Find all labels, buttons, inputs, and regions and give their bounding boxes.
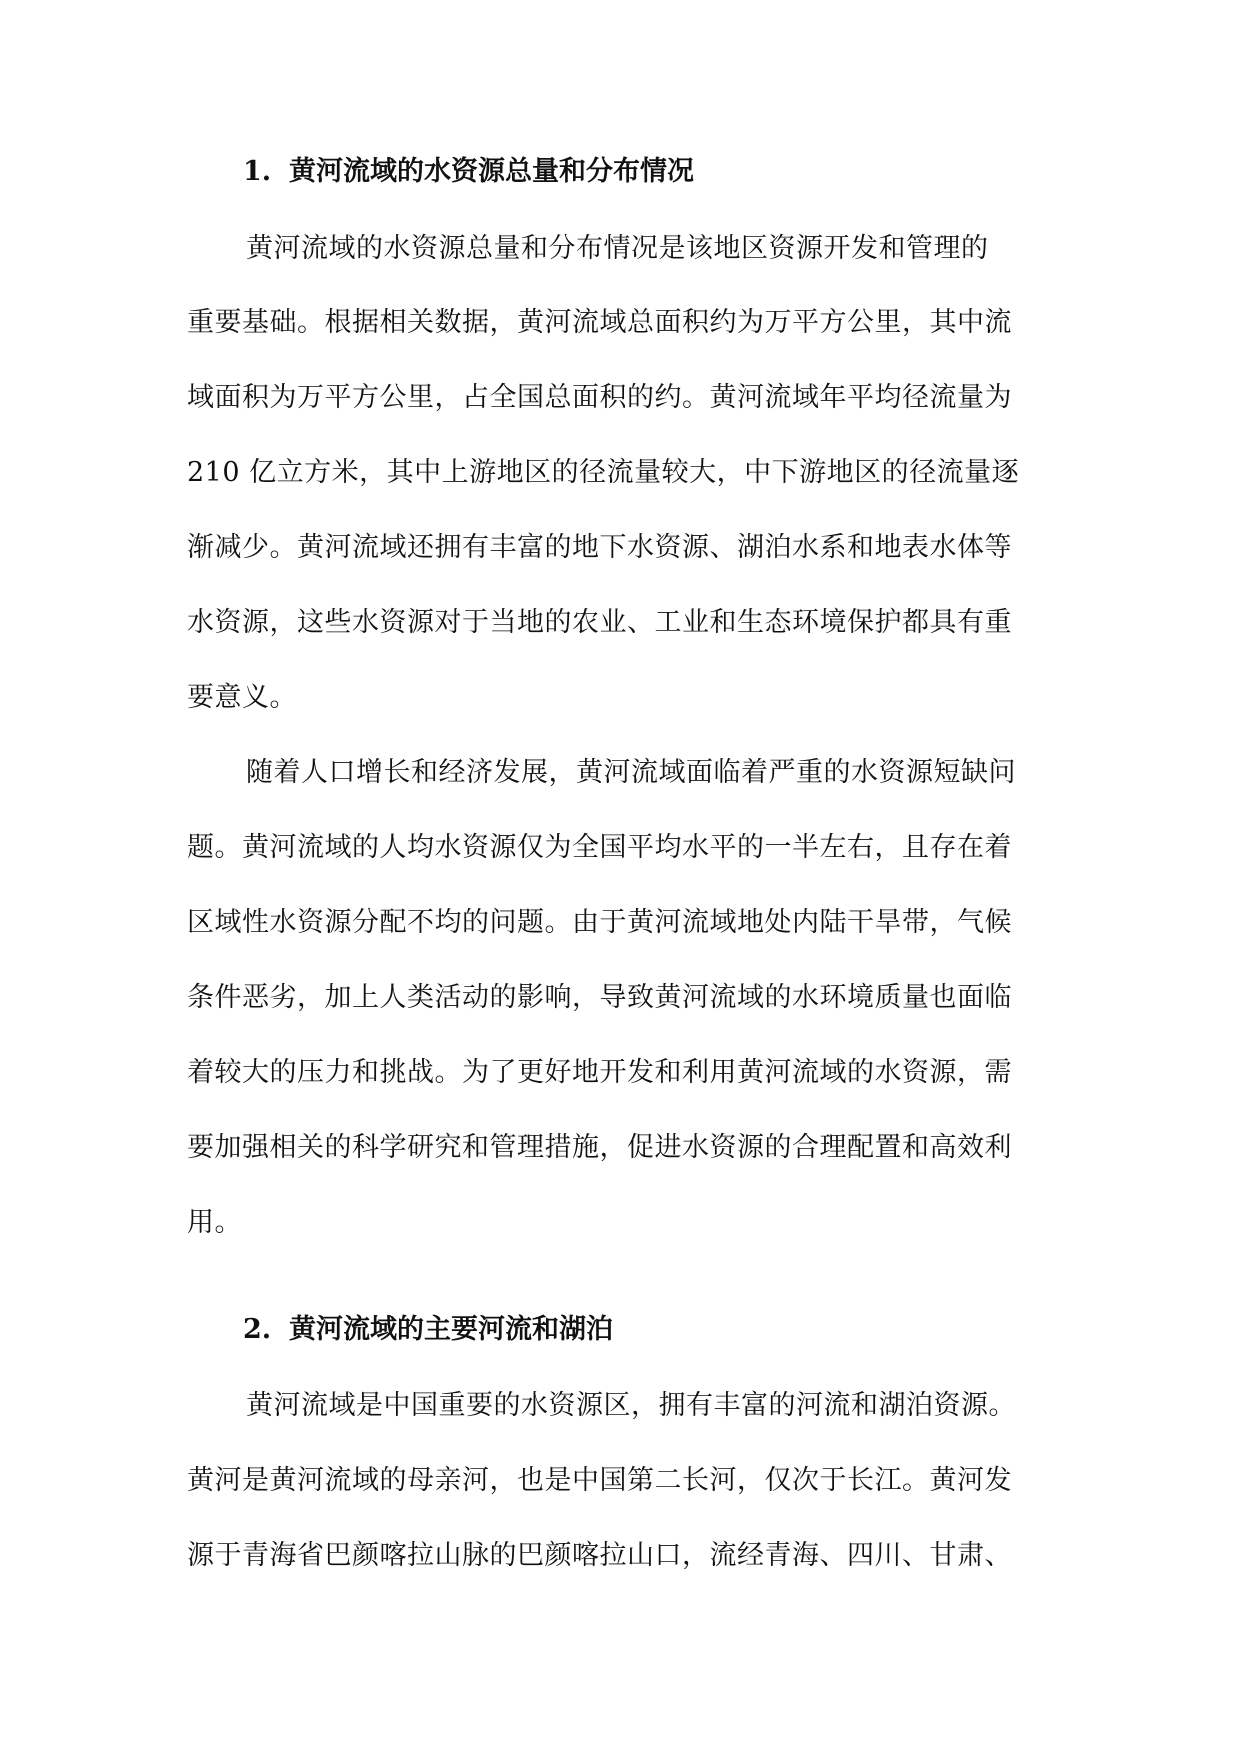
section-2-title: 黄河流域的主要河流和湖泊 [289, 1314, 613, 1345]
section-2-number: 2. [243, 1314, 272, 1345]
s1-p2-line: 题。黄河流域的人均水资源仅为全国平均水平的一半左右，且存在着 [187, 832, 1012, 863]
s1-p1-line: 210 亿立方米，其中上游地区的径流量较大，中下游地区的径流量逐 [187, 457, 1020, 488]
s1-p1-line: 黄河流域的水资源总量和分布情况是该地区资源开发和管理的 [246, 233, 989, 264]
s1-p2-line: 用。 [187, 1207, 242, 1238]
s1-p1-line: 域面积为万平方公里，占全国总面积的约。黄河流域年平均径流量为 [187, 382, 1012, 413]
s1-p2-line: 要加强相关的科学研究和管理措施，促进水资源的合理配置和高效利 [187, 1132, 1012, 1163]
s2-p1-line: 黄河流域是中国重要的水资源区，拥有丰富的河流和湖泊资源。 [246, 1390, 1016, 1421]
s1-p2-line: 条件恶劣，加上人类活动的影响，导致黄河流域的水环境质量也面临 [187, 982, 1012, 1013]
section-1-number: 1. [243, 156, 272, 187]
s1-p2-line: 随着人口增长和经济发展，黄河流域面临着严重的水资源短缺问 [246, 757, 1016, 788]
s1-p1-line: 重要基础。根据相关数据，黄河流域总面积约为万平方公里，其中流 [187, 307, 1012, 338]
s1-p1-line: 渐减少。黄河流域还拥有丰富的地下水资源、湖泊水系和地表水体等 [187, 532, 1012, 563]
section-2-heading [243, 1310, 613, 1350]
s1-p1-line: 水资源，这些水资源对于当地的农业、工业和生态环境保护都具有重 [187, 607, 1012, 638]
s1-p2-line: 区域性水资源分配不均的问题。由于黄河流域地处内陆干旱带，气候 [187, 907, 1012, 938]
s2-p1-line: 源于青海省巴颜喀拉山脉的巴颜喀拉山口，流经青海、四川、甘肃、 [187, 1540, 1012, 1571]
s1-p1-line: 要意义。 [187, 682, 297, 713]
section-1-heading [243, 152, 694, 192]
s2-p1-line: 黄河是黄河流域的母亲河，也是中国第二长河，仅次于长江。黄河发 [187, 1465, 1012, 1496]
s1-p2-line: 着较大的压力和挑战。为了更好地开发和利用黄河流域的水资源，需 [187, 1057, 1012, 1088]
section-1-title: 黄河流域的水资源总量和分布情况 [289, 156, 694, 187]
